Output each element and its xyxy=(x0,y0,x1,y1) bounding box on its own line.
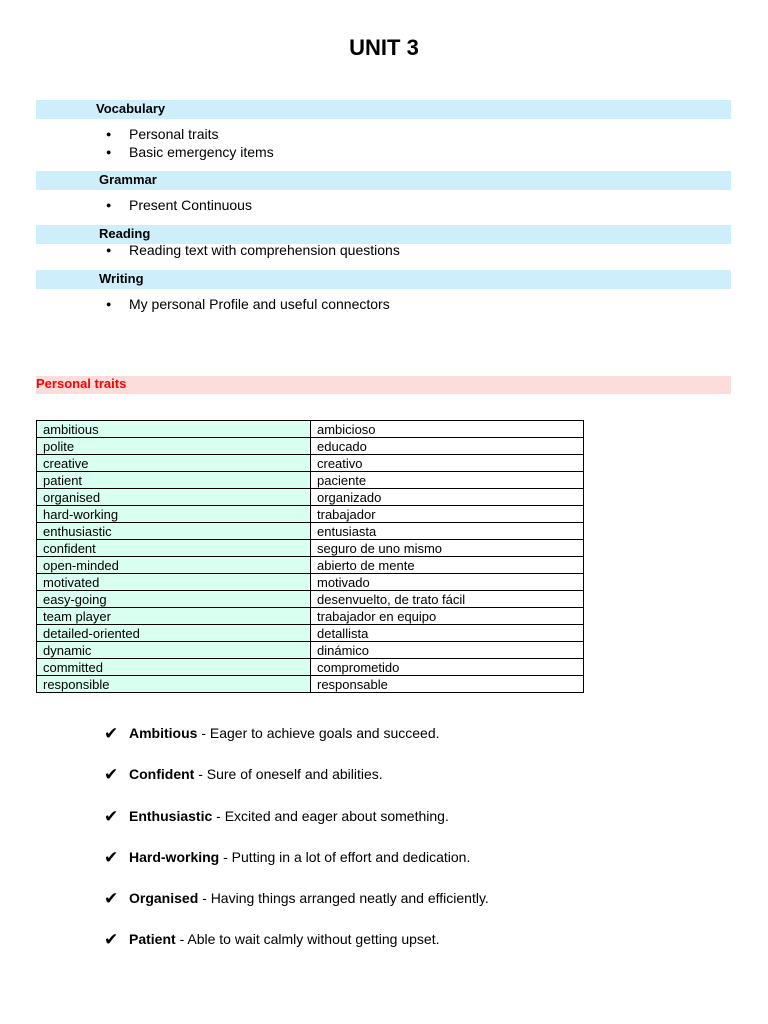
section-band-writing xyxy=(36,270,731,289)
english-term-cell: confident xyxy=(37,540,311,557)
spanish-translation-cell: motivado xyxy=(311,574,584,591)
list-item: ● Present Continuous xyxy=(0,197,252,215)
table-row xyxy=(37,574,584,591)
section-heading: Grammar xyxy=(99,172,157,187)
checkmark-icon: ✔ xyxy=(104,806,119,827)
english-term-cell: polite xyxy=(37,438,311,455)
list-item: ● My personal Profile and useful connectors xyxy=(0,296,390,314)
section-band-vocabulary xyxy=(36,100,731,119)
table-row xyxy=(37,506,584,523)
checkmark-icon: ✔ xyxy=(104,930,119,951)
english-term-cell: detailed-oriented xyxy=(37,625,311,642)
writing-list xyxy=(0,296,390,314)
spanish-translation-cell: seguro de uno mismo xyxy=(311,540,584,557)
section-heading: Writing xyxy=(99,271,144,286)
table-row xyxy=(37,676,584,693)
spanish-translation-cell: trabajador en equipo xyxy=(311,608,584,625)
table-row xyxy=(37,472,584,489)
definition-item xyxy=(0,889,489,910)
definition-text: - Having things arranged neatly and efficiently. xyxy=(198,890,489,907)
english-term-cell: organised xyxy=(37,489,311,506)
definition-item xyxy=(0,807,489,825)
definition-item xyxy=(0,724,489,742)
spanish-translation-cell: creativo xyxy=(311,455,584,472)
page-title: UNIT 3 xyxy=(349,35,419,60)
definition-item xyxy=(0,765,489,786)
section-band-grammar xyxy=(36,171,731,190)
definition-term: Ambitious xyxy=(129,725,198,741)
table-row xyxy=(37,438,584,455)
spanish-translation-cell: entusiasta xyxy=(311,523,584,540)
english-term-cell: responsible xyxy=(37,676,311,693)
english-term-cell: enthusiastic xyxy=(37,523,311,540)
definition-term: Patient xyxy=(129,931,176,948)
definition-term: Enthusiastic xyxy=(129,807,213,824)
english-term-cell: open-minded xyxy=(37,557,311,574)
checkmark-icon: ✔ xyxy=(104,889,119,910)
definition-item xyxy=(0,848,489,866)
spanish-translation-cell: educado xyxy=(311,438,584,455)
section-heading: Reading xyxy=(99,226,151,241)
definition-item xyxy=(0,930,489,951)
english-term-cell: dynamic xyxy=(37,642,311,659)
table-row xyxy=(37,642,584,659)
table-row xyxy=(37,625,584,642)
personal-traits-heading: Personal traits xyxy=(36,376,731,394)
section-heading: Vocabulary xyxy=(96,101,166,116)
spanish-translation-cell: desenvuelto, de trato fácil xyxy=(311,591,584,608)
spanish-translation-cell: comprometido xyxy=(311,659,584,676)
spanish-translation-cell: dinámico xyxy=(311,642,584,659)
definition-term: Hard-working xyxy=(129,848,220,865)
definition-text: - Eager to achieve goals and succeed. xyxy=(197,725,440,741)
spanish-translation-cell: trabajador xyxy=(311,506,584,523)
english-term-cell: team player xyxy=(37,608,311,625)
vocabulary-list xyxy=(0,126,274,161)
list-item: ● Basic emergency items xyxy=(0,144,274,162)
english-term-cell: creative xyxy=(37,455,311,472)
spanish-translation-cell: paciente xyxy=(311,472,584,489)
table-row xyxy=(37,455,584,472)
checkmark-icon: ✔ xyxy=(104,847,119,868)
definition-term: Organised xyxy=(129,890,199,907)
definition-text: - Sure of oneself and abilities. xyxy=(194,766,383,783)
table-row xyxy=(37,659,584,676)
grammar-list xyxy=(0,197,252,215)
definitions-list xyxy=(0,724,489,972)
definition-text: - Able to wait calmly without getting upset. xyxy=(175,931,440,948)
spanish-translation-cell: detallista xyxy=(311,625,584,642)
checkmark-icon: ✔ xyxy=(104,765,119,786)
spanish-translation-cell: responsable xyxy=(311,676,584,693)
english-term-cell: committed xyxy=(37,659,311,676)
english-term-cell: patient xyxy=(37,472,311,489)
table-row xyxy=(37,489,584,506)
table-row xyxy=(37,591,584,608)
definition-term: Confident xyxy=(129,766,195,783)
english-term-cell: ambitious xyxy=(37,421,311,438)
english-term-cell: hard-working xyxy=(37,506,311,523)
definition-text: - Excited and eager about something. xyxy=(212,807,449,824)
list-item: ● Personal traits xyxy=(0,126,274,144)
spanish-translation-cell: ambicioso xyxy=(311,421,584,438)
english-term-cell: motivated xyxy=(37,574,311,591)
list-item: ● Reading text with comprehension questions xyxy=(0,242,400,260)
table-row xyxy=(37,540,584,557)
spanish-translation-cell: organizado xyxy=(311,489,584,506)
table-row xyxy=(37,523,584,540)
spanish-translation-cell: abierto de mente xyxy=(311,557,584,574)
table-row xyxy=(37,557,584,574)
table-row xyxy=(37,421,584,438)
checkmark-icon: ✔ xyxy=(104,724,119,744)
english-term-cell: easy-going xyxy=(37,591,311,608)
vocabulary-table xyxy=(36,420,584,693)
reading-list xyxy=(0,242,400,260)
definition-text: - Putting in a lot of effort and dedication. xyxy=(219,848,471,865)
table-row xyxy=(37,608,584,625)
